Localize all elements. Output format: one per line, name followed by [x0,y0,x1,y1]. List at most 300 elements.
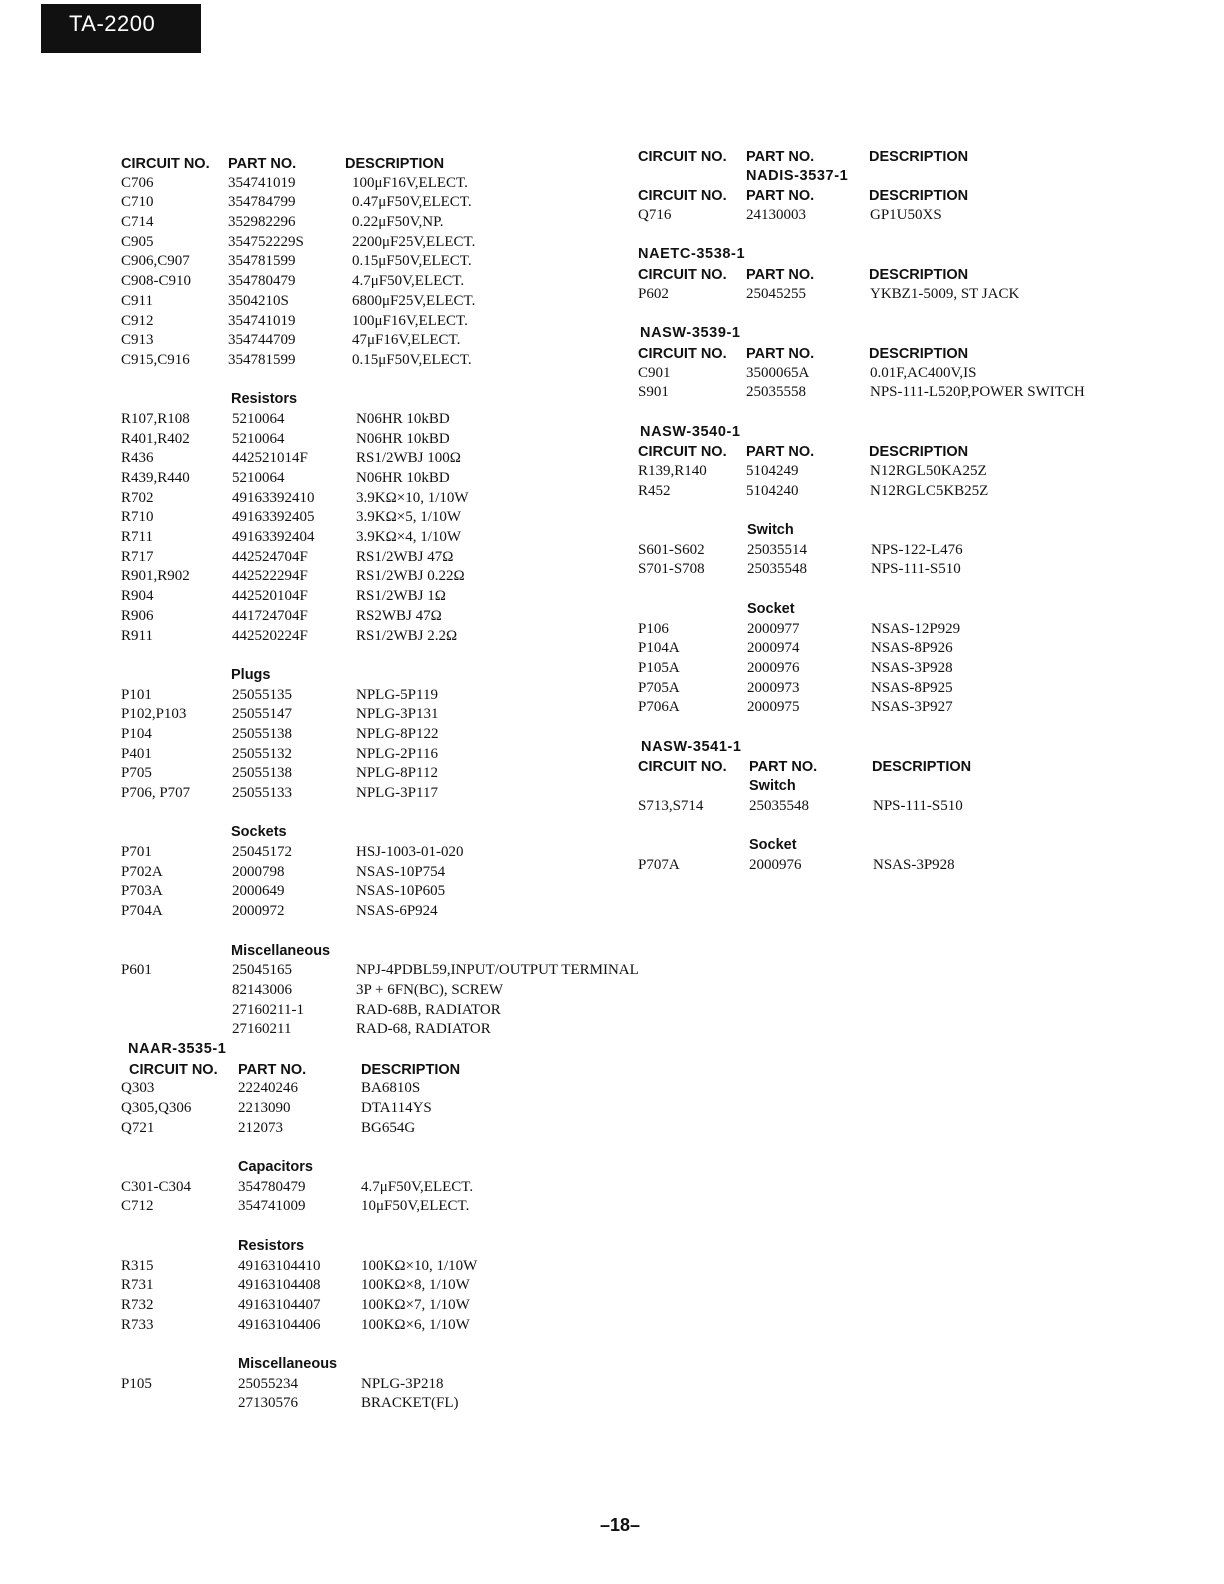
part-row [121,706,721,726]
column-header-row [638,758,1198,778]
group-title-text: Miscellaneous [238,1355,338,1372]
spacer [638,502,1198,522]
part-no: 22240246 [238,1080,298,1097]
circuit-no: R439,R440 [121,470,190,486]
circuit-no: R731 [121,1277,154,1294]
circuit-no: R436 [121,450,154,467]
part-no: 2000974 [747,640,800,657]
part-description: N06HR 10kBD [356,410,450,427]
board-title [638,424,1198,444]
part-no-header: PART NO. [228,156,297,172]
part-description: YKBZ1-5009, ST JACK [870,285,1020,302]
part-row [638,798,1198,818]
part-row [121,411,721,431]
circuit-no: C712 [121,1198,154,1215]
part-no: 352982296 [228,214,296,231]
board-title-text: NASW-3540-1 [640,423,741,440]
part-description: 100KΩ×6, 1/10W [361,1316,470,1333]
part-no: 2000972 [232,903,285,920]
spacer [638,306,1198,326]
circuit-no: Q721 [121,1119,155,1136]
description-header: DESCRIPTION [869,345,969,362]
circuit-no-header: CIRCUIT NO. [638,267,727,284]
part-description: RS1/2WBJ 2.2Ω [356,627,458,644]
part-description: NPLG-8P122 [356,725,439,742]
circuit-no: P706, P707 [121,785,191,801]
part-no: 25035548 [749,797,809,814]
board-title-text: NAETC-3538-1 [638,246,746,263]
part-row [121,313,721,333]
circuit-no: P705A [638,679,680,696]
group-title [121,1356,721,1376]
part-no: 49163104410 [238,1257,321,1274]
group-title [121,391,721,411]
part-description: RS1/2WBJ 1Ω [356,588,446,605]
part-row [638,384,1198,404]
part-no: 49163392404 [232,529,315,546]
part-description: NSAS-3P928 [871,659,953,676]
part-no-header: PART NO. [238,1061,307,1078]
part-no: 442520104F [232,588,308,605]
part-description: 100μF16V,ELECT. [352,174,468,191]
part-description: NPJ-4PDBL59,INPUT/OUTPUT TERMINAL [356,962,639,979]
part-description: RS2WBJ 47Ω [356,607,442,624]
part-description: NPLG-3P218 [361,1375,444,1392]
part-no: 2000975 [747,699,800,716]
board-title-text: NADIS-3537-1 [746,167,849,184]
spacer [121,1218,721,1238]
circuit-no-header: CIRCUIT NO. [121,156,210,172]
part-no: 25045255 [746,285,806,302]
part-row [638,561,1198,581]
part-row [121,568,721,588]
part-description: 3.9KΩ×4, 1/10W [356,529,462,546]
circuit-no: P106 [638,620,669,637]
part-row [121,1100,721,1120]
part-no: 354781599 [228,351,296,368]
part-no: 2213090 [238,1100,291,1116]
part-row [121,1277,721,1297]
part-no: 354741009 [238,1198,306,1215]
circuit-no: P105A [638,659,680,676]
part-description: NPS-111-L520P,POWER SWITCH [870,384,1085,401]
part-no: 25055135 [232,686,292,703]
part-description: NSAS-10P605 [356,883,446,900]
part-no: 49163392410 [232,489,315,506]
part-no-header: PART NO. [746,345,815,362]
group-title-text: Sockets [231,824,287,841]
part-description: 100KΩ×10, 1/10W [361,1257,478,1274]
circuit-no: C913 [121,332,154,349]
circuit-no: P704A [121,903,163,920]
part-no: 5210064 [232,410,285,427]
part-description: NSAS-8P926 [871,640,953,657]
part-no: 82143006 [232,981,292,998]
part-row [121,765,721,785]
part-description: RAD-68, RADIATOR [356,1021,491,1038]
part-row [121,903,721,923]
part-description: 47μF16V,ELECT. [352,332,461,349]
group-title [121,1159,721,1179]
part-description: 3P + 6FN(BC), SCREW [356,981,504,998]
spacer [638,719,1198,739]
part-row [121,588,721,608]
circuit-no: P705 [121,765,152,782]
part-no: 25055132 [232,745,292,762]
part-description: 100KΩ×8, 1/10W [361,1277,470,1294]
circuit-no-header: CIRCUIT NO. [638,759,727,776]
part-description: BG654G [361,1119,416,1136]
part-row [638,483,1198,503]
circuit-no: R901,R902 [121,568,190,585]
part-description: 6800μF25V,ELECT. [352,292,476,309]
spacer [121,923,721,943]
part-description: RAD-68B, RADIATOR [356,1001,501,1018]
circuit-no: P706A [638,699,680,716]
circuit-no: P602 [638,285,669,302]
part-row [638,365,1198,385]
part-row [121,470,721,490]
part-description: NSAS-10P754 [356,863,446,880]
circuit-no: C915,C916 [121,351,190,368]
part-row [121,273,721,293]
circuit-no: C905 [121,233,154,250]
part-row [121,962,721,982]
group-title-text: Miscellaneous [231,942,331,959]
part-description: HSJ-1003-01-020 [356,844,464,861]
part-row [638,463,1198,483]
description-header: DESCRIPTION [869,149,969,165]
part-row [121,490,721,510]
part-row [121,175,721,195]
part-description: NPS-111-S510 [873,797,963,814]
part-row [121,293,721,313]
part-no: 25035514 [747,541,807,558]
part-no-header: PART NO. [746,267,815,284]
part-row [121,687,721,707]
part-row [121,883,721,903]
circuit-no-header: CIRCUIT NO. [129,1061,218,1078]
circuit-no: P702A [121,863,163,880]
part-description: NPS-111-S510 [871,561,961,578]
part-no: 27160211 [232,1021,292,1038]
description-header: DESCRIPTION [361,1061,461,1078]
description-header: DESCRIPTION [869,267,969,284]
group-title [638,601,1198,621]
part-row [638,699,1198,719]
part-no: 2000973 [747,679,800,696]
part-description: NSAS-8P925 [871,679,953,696]
part-row [638,857,1198,877]
circuit-no: C301-C304 [121,1178,192,1195]
part-no: 24130003 [746,207,806,224]
part-row [638,207,1198,227]
part-description: NPLG-8P112 [356,765,438,782]
part-description: 0.15μF50V,ELECT. [352,253,472,270]
circuit-no: R702 [121,489,154,506]
part-no: 25055138 [232,765,292,782]
left-parts-column [121,155,721,1415]
page-number: –18– [600,1515,641,1535]
part-description: NSAS-12P929 [871,620,961,637]
part-no: 25045165 [232,962,292,979]
circuit-no: C706 [121,174,154,191]
circuit-no-header: CIRCUIT NO. [638,444,727,461]
part-description: NPLG-3P131 [356,706,439,723]
part-row [121,1258,721,1278]
description-header: DESCRIPTION [869,444,969,461]
part-no: 25045172 [232,844,292,861]
board-title-text: NASW-3539-1 [640,325,741,342]
part-description: RS1/2WBJ 47Ω [356,548,454,565]
part-no: 49163104408 [238,1277,321,1294]
circuit-no: P703A [121,883,163,900]
part-row [121,509,721,529]
circuit-no: C912 [121,312,154,329]
part-no: 25055147 [232,706,292,723]
part-description: 0.22μF50V,NP. [352,214,444,231]
group-title-text: Capacitors [238,1159,313,1176]
part-no: 354752229S [228,233,304,250]
part-no: 2000977 [747,620,800,637]
circuit-no: P105 [121,1375,152,1392]
part-no: 25035558 [746,384,806,401]
group-title [638,778,1198,798]
part-no: 2000798 [232,863,285,880]
part-row [121,1179,721,1199]
part-description: NPLG-3P117 [356,785,438,801]
part-no: 441724704F [232,607,308,624]
part-no: 5210064 [232,470,285,486]
circuit-no: P101 [121,686,152,703]
group-title [121,824,721,844]
part-description: N06HR 10kBD [356,430,450,447]
part-no: 3504210S [228,292,289,309]
column-header-row [121,1061,721,1081]
spacer [121,805,721,825]
circuit-no: R711 [121,529,153,546]
part-row [121,549,721,569]
group-title [638,837,1198,857]
part-no: 25055234 [238,1375,298,1392]
circuit-no: P102,P103 [121,706,187,723]
column-header-row [638,148,1198,168]
circuit-no: C710 [121,194,154,211]
part-no-header: PART NO. [746,149,815,165]
part-row [121,529,721,549]
circuit-no: R717 [121,548,154,565]
part-description: NPLG-5P119 [356,686,438,703]
part-no: 354744709 [228,332,296,349]
part-row [121,1297,721,1317]
part-row [121,785,721,805]
part-row [121,1021,721,1041]
board-title-text: NASW-3541-1 [641,738,742,755]
board-title-text: NAAR-3535-1 [128,1040,227,1057]
part-description: GP1U50XS [870,207,942,224]
part-description: RS1/2WBJ 100Ω [356,450,461,467]
spacer [638,817,1198,837]
spacer [638,404,1198,424]
part-row [638,286,1198,306]
circuit-no: R732 [121,1296,154,1313]
group-title-text: Resistors [231,391,298,408]
column-header-row [121,155,721,175]
circuit-no-header: CIRCUIT NO. [638,188,727,205]
part-row [121,1080,721,1100]
part-no: 25055138 [232,725,292,742]
part-no: 2000976 [749,856,802,873]
group-title [638,522,1198,542]
circuit-no: R315 [121,1257,154,1274]
group-title-text: Switch [747,522,794,539]
part-description: BA6810S [361,1080,421,1097]
part-row [121,332,721,352]
circuit-no: P401 [121,745,152,762]
part-no: 2000649 [232,883,285,900]
part-row [121,352,721,372]
circuit-no: R733 [121,1316,154,1333]
part-row [638,680,1198,700]
column-header-row [638,187,1198,207]
part-row [121,431,721,451]
part-description: NSAS-3P928 [873,856,955,873]
part-no: 354784799 [228,194,296,211]
spacer [638,227,1198,247]
group-title [121,667,721,687]
part-no-header: PART NO. [746,188,815,205]
part-no: 49163104406 [238,1316,321,1333]
part-row [638,621,1198,641]
part-no: 27160211-1 [232,1001,304,1018]
part-no: 49163392405 [232,509,315,526]
spacer [121,372,721,392]
circuit-no: R401,R402 [121,430,190,447]
board-title [121,1041,721,1061]
part-description: 4.7μF50V,ELECT. [352,273,465,290]
part-description: 3.9KΩ×10, 1/10W [356,489,469,506]
part-no: 5104240 [746,482,799,499]
part-no: 442522294F [232,568,308,585]
part-row [121,450,721,470]
part-no: 3500065A [746,364,810,381]
circuit-no: P707A [638,856,680,873]
part-row [121,253,721,273]
spacer [638,581,1198,601]
part-description: 3.9KΩ×5, 1/10W [356,509,462,526]
group-title-text: Switch [749,778,796,794]
part-no: 49163104407 [238,1296,321,1313]
circuit-no-header: CIRCUIT NO. [638,149,727,165]
part-description: 0.01F,AC400V,IS [870,364,977,381]
board-title [638,325,1198,345]
group-title-text: Resistors [238,1237,305,1254]
description-header: DESCRIPTION [869,188,969,205]
part-no: 442521014F [232,450,308,467]
circuit-no: S901 [638,384,669,401]
part-no: 27130576 [238,1395,298,1412]
part-description: RS1/2WBJ 0.22Ω [356,568,465,585]
part-no: 354741019 [228,312,296,329]
part-description: DTA114YS [361,1100,432,1116]
description-header: DESCRIPTION [345,156,445,172]
part-row [121,1120,721,1140]
circuit-no: R911 [121,627,153,644]
part-description: 100KΩ×7, 1/10W [361,1296,470,1313]
part-row [121,1002,721,1022]
part-row [121,1376,721,1396]
circuit-no: R710 [121,509,154,526]
board-title [638,168,1198,188]
spacer [121,1139,721,1159]
part-no-header: PART NO. [746,444,815,461]
right-parts-column [638,148,1198,876]
circuit-no: C714 [121,214,154,231]
part-row [638,542,1198,562]
part-row [121,844,721,864]
group-title [121,943,721,963]
group-title-text: Socket [749,837,797,854]
part-no: 354741019 [228,174,296,191]
circuit-no: R139,R140 [638,463,707,479]
part-no: 354780479 [238,1178,306,1195]
part-description: N06HR 10kBD [356,470,450,486]
part-description: BRACKET(FL) [361,1395,459,1412]
group-title-text: Socket [747,600,795,617]
column-header-row [638,443,1198,463]
circuit-no: P701 [121,844,152,861]
circuit-no: R452 [638,482,671,499]
circuit-no: C911 [121,292,153,309]
part-row [121,726,721,746]
part-row [121,982,721,1002]
circuit-no: C906,C907 [121,253,190,270]
circuit-no: C901 [638,364,671,381]
part-description: 100μF16V,ELECT. [352,312,468,329]
circuit-no: R904 [121,588,154,605]
spacer [121,1336,721,1356]
circuit-no: R107,R108 [121,410,190,427]
circuit-no: R906 [121,607,154,624]
circuit-no: S713,S714 [638,797,704,814]
part-row [121,194,721,214]
part-row [121,746,721,766]
part-description: N12RGL50KA25Z [870,463,987,479]
column-header-row [638,266,1198,286]
spacer [121,647,721,667]
part-description: 0.47μF50V,ELECT. [352,194,472,211]
part-row [121,214,721,234]
part-description: 4.7μF50V,ELECT. [361,1178,474,1195]
part-row [121,1317,721,1337]
part-row [121,234,721,254]
part-row [121,864,721,884]
part-no: 354780479 [228,273,296,290]
part-description: NPS-122-L476 [871,541,963,558]
part-row [121,1198,721,1218]
part-no: 2000976 [747,659,800,676]
part-description: NSAS-6P924 [356,903,438,920]
group-title-text: Plugs [231,666,271,683]
part-no: 5210064 [232,430,285,447]
part-no: 25055133 [232,785,292,801]
part-no: 5104249 [746,463,799,479]
board-title [638,739,1198,759]
circuit-no: Q716 [638,207,672,224]
part-description: 0.15μF50V,ELECT. [352,351,472,368]
part-no: 212073 [238,1119,283,1136]
description-header: DESCRIPTION [872,759,972,776]
